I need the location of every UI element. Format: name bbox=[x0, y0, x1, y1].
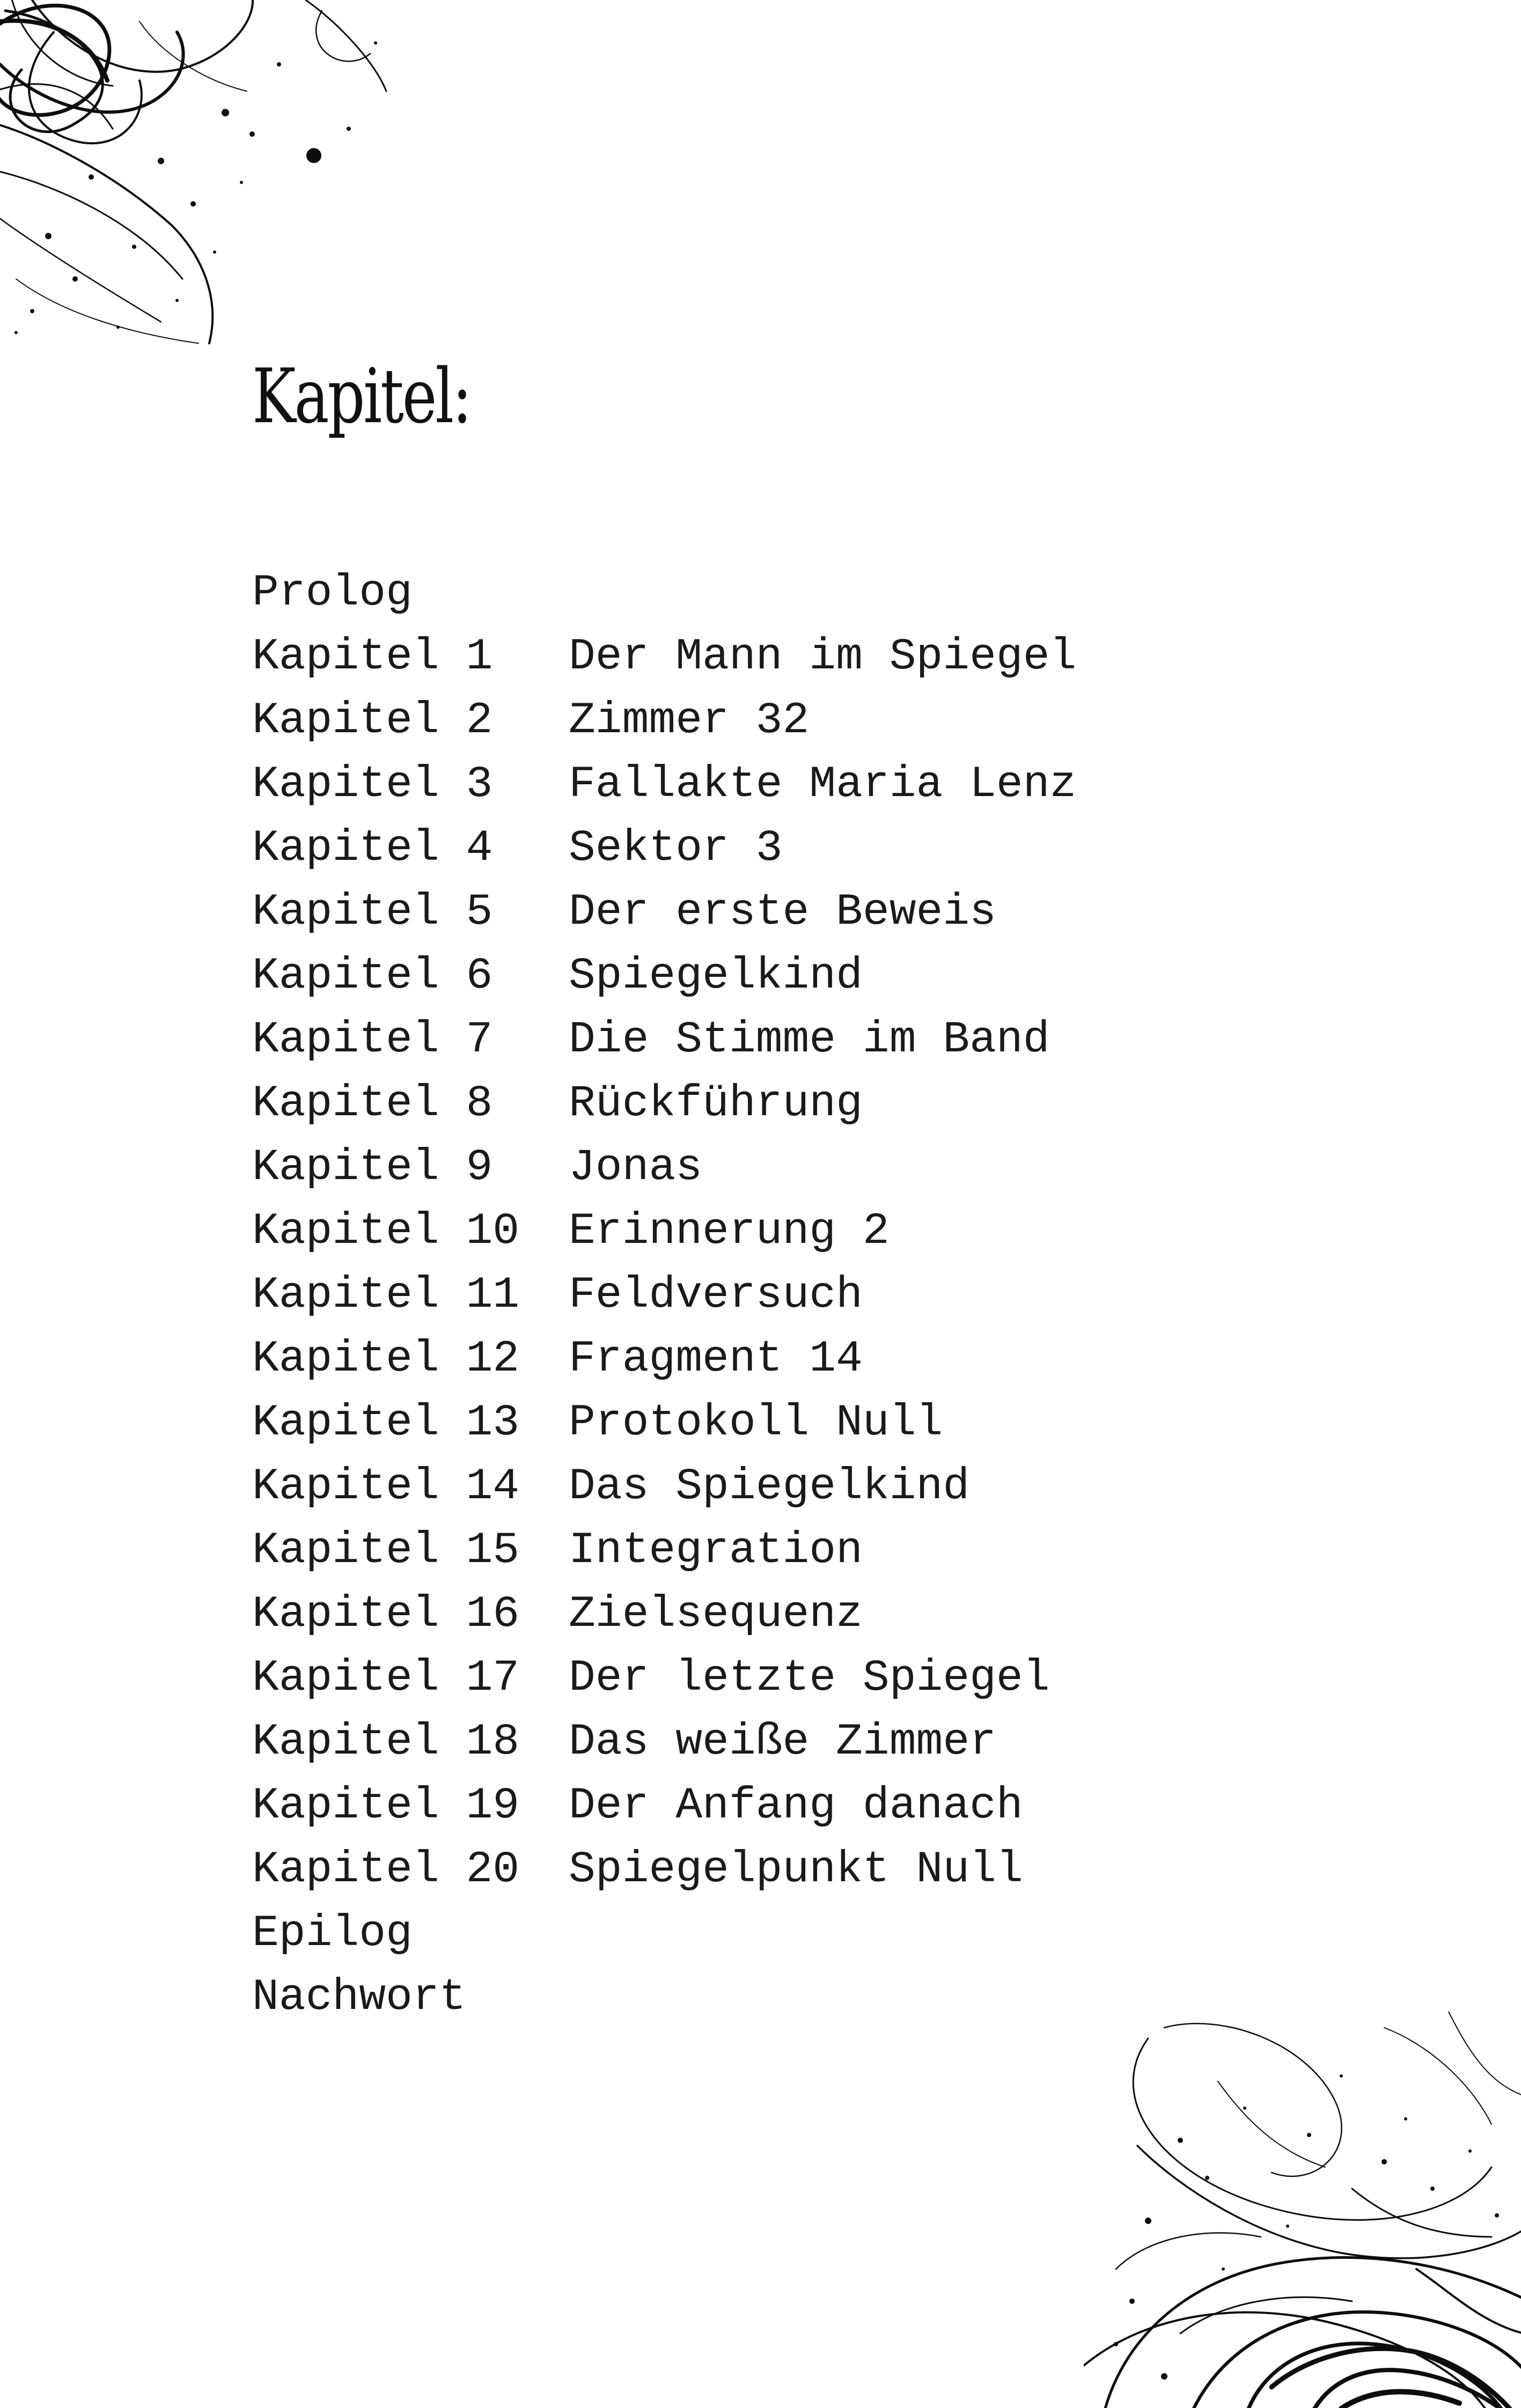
toc-label: Kapitel 2 bbox=[252, 695, 493, 746]
toc-label: Kapitel 18 bbox=[252, 1717, 520, 1767]
toc-title: Zielsequenz bbox=[569, 1589, 863, 1639]
toc-entry-kapitel-16 bbox=[252, 1582, 1076, 1646]
toc-entry-nachwort bbox=[252, 1965, 1076, 2029]
toc-label: Kapitel 16 bbox=[252, 1589, 520, 1639]
toc-title: Der letzte Spiegel bbox=[569, 1653, 1050, 1703]
toc-entry-kapitel-7 bbox=[252, 1008, 1076, 1072]
toc-title: Protokoll Null bbox=[569, 1397, 943, 1448]
toc-entry-kapitel-1 bbox=[252, 625, 1076, 689]
toc-title: Feldversuch bbox=[569, 1270, 863, 1320]
toc-entry-kapitel-18 bbox=[252, 1710, 1076, 1774]
ink-splatter-top-left bbox=[0, 0, 418, 375]
toc-title: Der erste Beweis bbox=[569, 887, 996, 937]
toc-title: Fragment 14 bbox=[569, 1334, 863, 1384]
toc-entry-kapitel-5 bbox=[252, 880, 1076, 944]
toc-label: Kapitel 11 bbox=[252, 1270, 520, 1320]
toc-entry-kapitel-19 bbox=[252, 1774, 1076, 1838]
page-title: Kapitel: bbox=[252, 353, 471, 440]
toc-label: Kapitel 8 bbox=[252, 1078, 493, 1129]
ink-splatter-bottom-right bbox=[1084, 2012, 1521, 2408]
toc-entry-kapitel-11 bbox=[252, 1263, 1076, 1327]
toc-entry-kapitel-3 bbox=[252, 753, 1076, 816]
toc-entry-kapitel-14 bbox=[252, 1455, 1076, 1519]
toc-entry-kapitel-2 bbox=[252, 689, 1076, 753]
toc-label: Kapitel 1 bbox=[252, 631, 493, 682]
toc-label: Kapitel 6 bbox=[252, 951, 493, 1001]
toc-label: Kapitel 3 bbox=[252, 759, 493, 809]
toc-label: Kapitel 15 bbox=[252, 1525, 520, 1575]
toc-entry-kapitel-6 bbox=[252, 944, 1076, 1008]
toc-entry-kapitel-20 bbox=[252, 1838, 1076, 1902]
toc-title: Die Stimme im Band bbox=[569, 1014, 1050, 1065]
toc-entry-kapitel-12 bbox=[252, 1327, 1076, 1391]
toc-title: Spiegelpunkt Null bbox=[569, 1844, 1023, 1895]
toc-entry-kapitel-15 bbox=[252, 1519, 1076, 1582]
toc-label: Kapitel 12 bbox=[252, 1334, 520, 1384]
toc-title: Rückführung bbox=[569, 1078, 863, 1129]
toc-label: Kapitel 5 bbox=[252, 887, 493, 937]
toc-label: Kapitel 20 bbox=[252, 1844, 520, 1895]
toc-entry-kapitel-8 bbox=[252, 1072, 1076, 1136]
toc-title: Integration bbox=[569, 1525, 863, 1575]
toc-label: Kapitel 7 bbox=[252, 1014, 493, 1065]
table-of-contents bbox=[252, 561, 1076, 2029]
toc-entry-kapitel-13 bbox=[252, 1391, 1076, 1455]
toc-title: Spiegelkind bbox=[569, 951, 863, 1001]
toc-label: Kapitel 10 bbox=[252, 1206, 520, 1256]
toc-label: Kapitel 9 bbox=[252, 1142, 493, 1192]
toc-label: Kapitel 4 bbox=[252, 823, 493, 873]
toc-label: Kapitel 17 bbox=[252, 1653, 520, 1703]
toc-entry-kapitel-10 bbox=[252, 1199, 1076, 1263]
toc-label: Epilog bbox=[252, 1908, 413, 1958]
toc-label: Kapitel 19 bbox=[252, 1780, 520, 1831]
toc-title: Der Anfang danach bbox=[569, 1780, 1023, 1831]
toc-label: Nachwort bbox=[252, 1972, 466, 2022]
toc-title: Der Mann im Spiegel bbox=[569, 631, 1077, 682]
toc-title: Sektor 3 bbox=[569, 823, 783, 873]
toc-title: Jonas bbox=[569, 1142, 703, 1192]
toc-entry-kapitel-17 bbox=[252, 1646, 1076, 1710]
toc-title: Das weiße Zimmer bbox=[569, 1717, 996, 1767]
toc-label: Kapitel 13 bbox=[252, 1397, 520, 1448]
toc-title: Fallakte Maria Lenz bbox=[569, 759, 1077, 809]
toc-label: Prolog bbox=[252, 568, 413, 618]
toc-title: Zimmer 32 bbox=[569, 695, 810, 746]
toc-entry-kapitel-9 bbox=[252, 1136, 1076, 1199]
toc-title: Das Spiegelkind bbox=[569, 1461, 970, 1512]
toc-label: Kapitel 14 bbox=[252, 1461, 520, 1512]
toc-title: Erinnerung 2 bbox=[569, 1206, 890, 1256]
toc-entry-epilog bbox=[252, 1902, 1076, 1965]
toc-entry-prolog bbox=[252, 561, 1076, 625]
toc-entry-kapitel-4 bbox=[252, 816, 1076, 880]
